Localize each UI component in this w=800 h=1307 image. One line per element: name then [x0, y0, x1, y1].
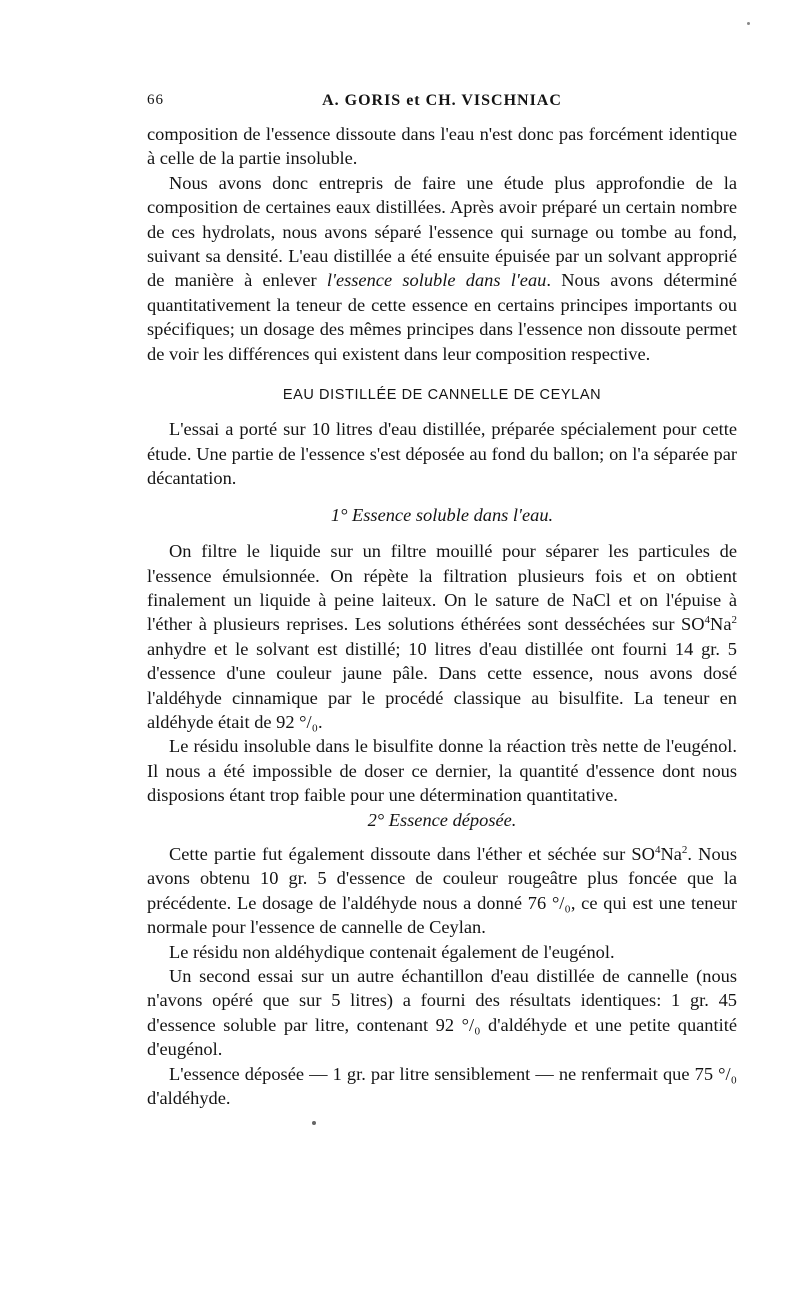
paragraph-filtration-text-2: Na [710, 614, 732, 635]
superscript-2b: 2 [681, 843, 688, 856]
paragraph-non-aldehydic: Le résidu non aldéhydique contenait également de l'eugénol. [169, 941, 615, 962]
page-number: 66 [147, 92, 164, 108]
page-header [147, 92, 737, 112]
paragraph-deposited-text-2: Na [660, 843, 682, 864]
paragraph-trial: L'essai a porté sur 10 litres d'eau distillée, préparée spécialement pour cette étude. Une partie de l'essence s'est déposée au fond du ballon; on l'a séparée par décantation. [147, 419, 737, 489]
paragraph-method-text-1: Nous avons donc entrepris de faire une étude plus approfondie de la composition de certaines eaux distillées. Après avoir préparé un certain nombre de ces hydrolats, nous avons séparé l'essence qui surnage ou tombe au fond, suivant sa densité. L'eau distillée a été ensuite épuisée par un solvant approprié de manière à enlever [147, 172, 737, 291]
paragraph-conclusion: L'essence déposée — 1 gr. par litre sensiblement — ne renfermait que 75 °/₀ d'aldéhyde. [147, 1063, 737, 1109]
paragraph-deposited-text-3: . Nous avons obtenu 10 gr. 5 d'essence de couleur rougeâtre plus foncée que la précédente. Le dosage de l'aldéhyde nous a donné 76 °/₀, ce qui est une teneur normale pour l'essence de cannelle de Ceylan. [147, 843, 737, 938]
paragraph-deposited [147, 842, 737, 940]
paragraph-residue: Le résidu insoluble dans le bisulfite donne la réaction très nette de l'eugénol. Il nous a été impossible de doser ce dernier, la quantité d'essence dont nous disposions étant trop faible pour une détermination quantitative. [147, 736, 737, 806]
paragraph-method-text-2: . Nous avons déterminé quantitativement la teneur de cette essence en certains principes importants ou spécifiques; un dosage des mêmes principes dans l'essence non dissoute permet de voir les différences qui existent dans leur composition respective. [147, 270, 737, 364]
paragraph-filtration-text-1: On filtre le liquide sur un filtre mouillé pour séparer les particules de l'essence émulsionnée. On répète la filtration plusieurs fois et on obtient finalement un liquide à peine laiteux. On le sature de NaCl et on l'épuise à l'éther à plusieurs reprises. Les solutions éthérées sont desséchées sur SO [147, 541, 737, 635]
paragraph-continuation: composition de l'essence dissoute dans l'eau n'est donc pas forcément identique à celle de la partie insoluble. [147, 124, 737, 169]
subheading-deposited: 2° Essence déposée. [367, 809, 517, 830]
section-title: EAU DISTILLÉE DE CANNELLE DE CEYLAN [282, 387, 602, 404]
paragraph-method-italic: l'essence soluble dans l'eau [326, 270, 547, 291]
superscript-2: 2 [731, 614, 737, 627]
paragraph-method [147, 171, 737, 366]
running-head: A. GORIS et CH. VISCHNIAC [322, 92, 562, 109]
subheading-soluble: 1° Essence soluble dans l'eau. [330, 504, 554, 525]
superscript-4b: 4 [654, 843, 661, 856]
body-text [147, 122, 737, 1110]
paragraph-filtration-text-3: anhydre et le solvant est distillé; 10 litres d'eau distillée ont fourni 14 gr. 5 d'essence d'une couleur jaune pâle. Dans cette essence, nous avons dosé l'aldéhyde cinnamique par le procédé classique au bisulfite. La teneur en aldéhyde était de 92 °/₀. [147, 638, 737, 732]
paragraph-deposited-text-1: Cette partie fut également dissoute dans l'éther et séchée sur SO [169, 843, 655, 864]
print-speck [312, 1121, 316, 1125]
edge-speck [747, 22, 750, 25]
paragraph-second-trial: Un second essai sur un autre échantillon d'eau distillée de cannelle (nous n'avons opéré que sur 5 litres) a fourni des résultats identiques: 1 gr. 45 d'essence soluble par litre, contenant 92 °/₀ d'aldéhyde et une petite quantité d'eugénol. [147, 966, 737, 1060]
paragraph-filtration [147, 539, 737, 734]
superscript-4: 4 [704, 614, 711, 627]
